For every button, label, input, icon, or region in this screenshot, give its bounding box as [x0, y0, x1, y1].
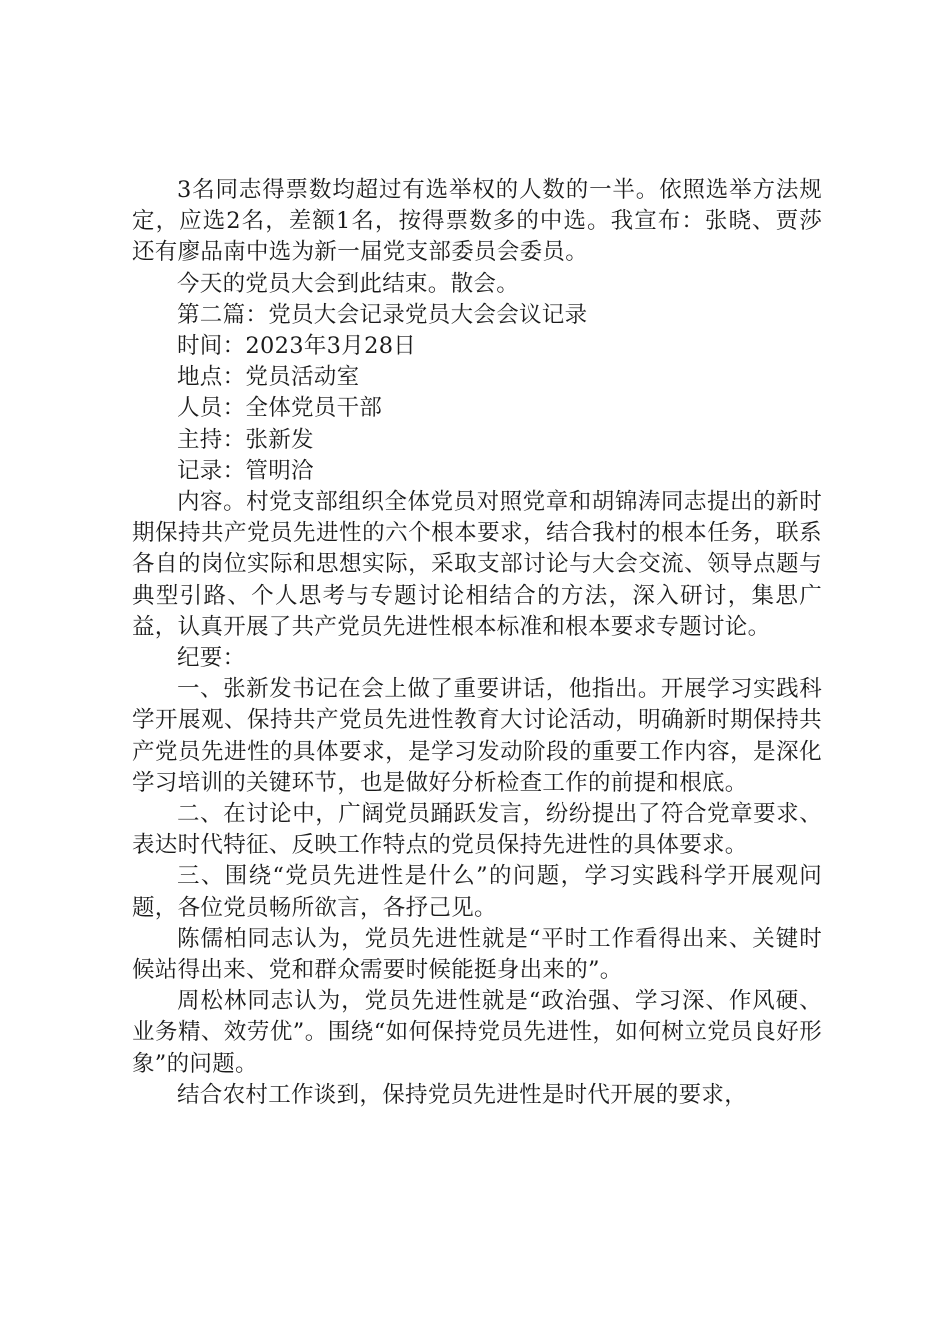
document-body: [132, 175, 822, 1111]
paragraph-zhou-opinion: 周松林同志认为，党员先进性就是“政治强、学习深、作风硬、业务精、效劳优”。围绕“如何保持党员先进性，如何树立党员良好形象”的问题。: [132, 988, 822, 1077]
meeting-recorder: 记录：管明洽: [177, 457, 314, 484]
paragraph-meeting-end: 今天的党员大会到此结束。散会。: [177, 270, 520, 297]
paragraph-chen-opinion: 陈儒柏同志认为，党员先进性就是“平时工作看得出来、关键时候站得出来、党和群众需要时候能挺身出来的”。: [132, 925, 822, 984]
summary-heading: 纪要：: [177, 645, 246, 672]
meeting-time: 时间：2023年3月28日: [177, 333, 417, 360]
meeting-host: 主持：张新发: [177, 426, 314, 453]
summary-item-2: 二、在讨论中，广阔党员踊跃发言，纷纷提出了符合党章要求、表达时代特征、反映工作特点的党员保持先进性的具体要求。: [132, 801, 822, 859]
meeting-location: 地点：党员活动室: [177, 364, 360, 391]
paragraph-rural-work: 结合农村工作谈到，保持党员先进性是时代开展的要求，: [177, 1081, 748, 1108]
meeting-attendees: 人员：全体党员干部: [177, 395, 383, 422]
section-title: 第二篇：党员大会记录党员大会会议记录: [177, 301, 588, 328]
summary-item-1: 一、张新发书记在会上做了重要讲话，他指出。开展学习实践科学开展观、保持共产党员先进性教育大讨论活动，明确新时期保持共产党员先进性的具体要求，是学习发动阶段的重要工作内容，是深化学习培训的关键环节，也是做好分析检查工作的前提和根底。: [132, 676, 822, 796]
paragraph-content: 内容。村党支部组织全体党员对照党章和胡锦涛同志提出的新时期保持共产党员先进性的六个根本要求，结合我村的根本任务，联系各自的岗位实际和思想实际，采取支部讨论与大会交流、领导点题与典型引路、个人思考与专题讨论相结合的方法，深入研讨，集思广益，认真开展了共产党员先进性根本标准和根本要求专题讨论。: [132, 489, 822, 640]
summary-item-3: 三、围绕“党员先进性是什么”的问题，学习实践科学开展观问题，各位党员畅所欲言，各抒己见。: [132, 863, 822, 921]
paragraph-election-result: 3名同志得票数均超过有选举权的人数的一半。依照选举方法规定，应选2名，差额1名，按得票数多的中选。我宣布：张晓、贾莎还有廖品南中选为新一届党支部委员会委员。: [132, 177, 822, 266]
